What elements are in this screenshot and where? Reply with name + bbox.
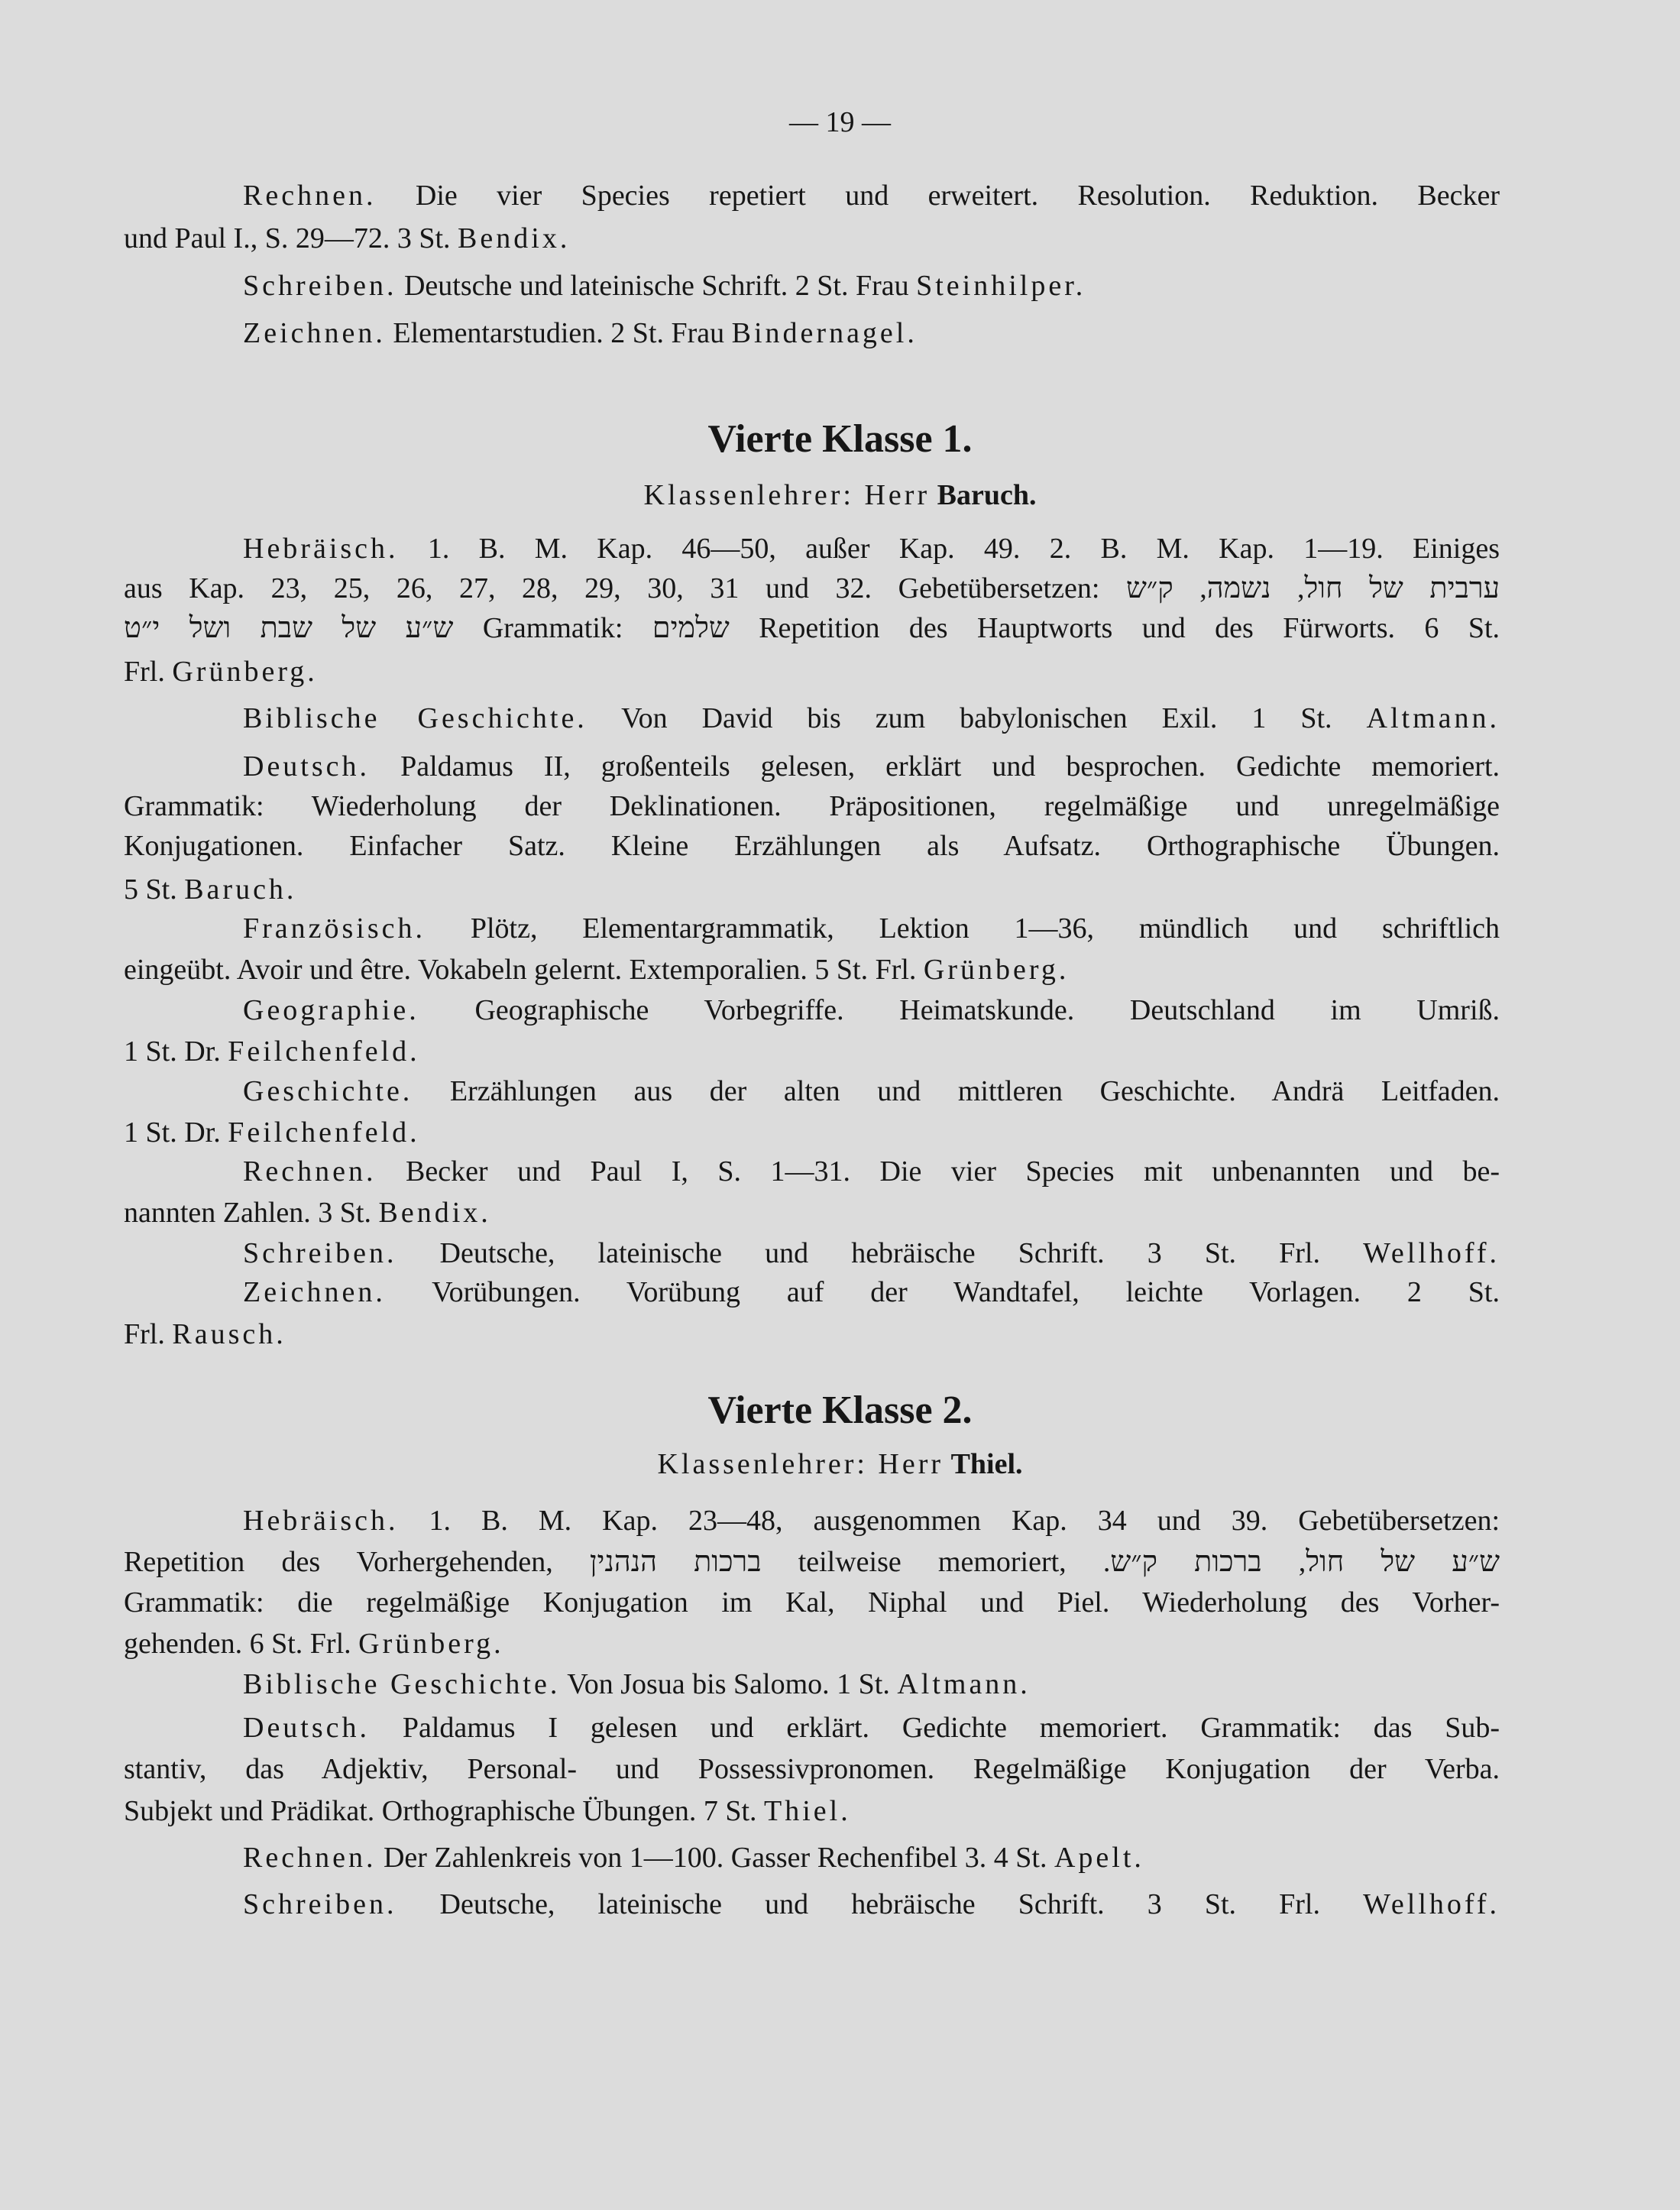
prev-rechnen-line-1: Rechnen. Die vier Species repetiert und erweitert. Resolution. Reduktion. Becker bbox=[243, 180, 1500, 212]
section-heading-vierte-klasse-2: Vierte Klasse 2. bbox=[707, 1389, 973, 1432]
vk1-schreiben-line: Schreiben. Deutsche, lateinische und hebräische Schrift. 3 St. Frl. Wellhoff. bbox=[243, 1237, 1500, 1269]
vk2-schreiben-line: Schreiben. Deutsche, lateinische und hebräische Schrift. 3 St. Frl. Wellhoff. bbox=[243, 1888, 1500, 1920]
vk1-zeichnen-line-2: Frl. Rausch. bbox=[124, 1318, 286, 1350]
teacher-name: Thiel. bbox=[764, 1795, 851, 1827]
subject-label: Deutsch. bbox=[243, 750, 371, 783]
vk1-rechnen-line-1: Rechnen. Becker und Paul I, S. 1—31. Die vier Species mit unbenannten und be- bbox=[243, 1155, 1500, 1188]
teacher-name: Apelt. bbox=[1054, 1842, 1144, 1874]
teacher-name: Rausch. bbox=[172, 1318, 286, 1350]
teacher-name: Steinhilper. bbox=[916, 270, 1086, 302]
section-heading-vierte-klasse-1: Vierte Klasse 1. bbox=[707, 417, 973, 461]
subject-label: Hebräisch. bbox=[243, 1505, 399, 1537]
vk2-bibel-line: Biblische Geschichte. Von Josua bis Salomo. 1 St. Altmann. bbox=[243, 1668, 1031, 1700]
vk1-deutsch-line-1: Deutsch. Paldamus II, großenteils gelesen, erklärt und besprochen. Gedichte memoriert. bbox=[243, 750, 1500, 783]
vk2-hebraeisch-line-4: gehenden. 6 St. Frl. Grünberg. bbox=[124, 1628, 504, 1660]
vk1-geographie-line-2: 1 St. Dr. Feilchenfeld. bbox=[124, 1035, 420, 1068]
vk1-geschichte-line-1: Geschichte. Erzählungen aus der alten und mittleren Geschichte. Andrä Leitfaden. bbox=[243, 1075, 1500, 1107]
vk1-franz-line-1: Französisch. Plötz, Elementargrammatik, Lektion 1—36, mündlich und schriftlich bbox=[243, 912, 1500, 945]
class-teacher-name: Baruch. bbox=[937, 479, 1037, 511]
subject-label: Biblische Geschichte. bbox=[243, 702, 588, 734]
subject-label: Zeichnen. bbox=[243, 317, 386, 349]
vk1-hebraeisch-line-4: Frl. Grünberg. bbox=[124, 656, 318, 688]
teacher-name: Wellhoff. bbox=[1363, 1237, 1500, 1269]
teacher-name: Grünberg. bbox=[923, 954, 1070, 986]
prev-schreiben-line: Schreiben. Deutsche und lateinische Schrift. 2 St. Frau Steinhilper. bbox=[243, 270, 1086, 302]
teacher-name: Wellhoff. bbox=[1363, 1888, 1500, 1920]
subject-label: Hebräisch. bbox=[243, 533, 399, 565]
vk1-geschichte-line-2: 1 St. Dr. Feilchenfeld. bbox=[124, 1116, 420, 1149]
class-teacher-name: Thiel. bbox=[950, 1448, 1023, 1480]
vk1-deutsch-line-2: Grammatik: Wiederholung der Deklinationen. Präpositionen, regelmäßige und unregelmäßige bbox=[124, 790, 1500, 822]
prev-zeichnen-line: Zeichnen. Elementarstudien. 2 St. Frau Bindernagel. bbox=[243, 317, 918, 349]
subject-label: Rechnen. bbox=[243, 1155, 377, 1188]
hebrew-text: ברכות הנהנין bbox=[589, 1546, 762, 1578]
vk1-hebraeisch-line-2: aus Kap. 23, 25, 26, 27, 28, 29, 30, 31 und 32. Gebetübersetzen: ערבית של חול, נשמה, ק״ש bbox=[124, 572, 1500, 604]
vk1-rechnen-line-2: nannten Zahlen. 3 St. Bendix. bbox=[124, 1197, 491, 1229]
vk2-hebraeisch-line-2: Repetition des Vorhergehenden, ברכות הנהנין teilweise memoriert, ש״ע של חול, ברכות ק״ש. bbox=[124, 1546, 1500, 1578]
vk2-deutsch-line-3: Subjekt und Prädikat. Orthographische Übungen. 7 St. Thiel. bbox=[124, 1795, 851, 1827]
teacher-name: Bendix. bbox=[458, 222, 571, 254]
hebrew-text: שלמים bbox=[652, 612, 730, 644]
vk1-deutsch-line-3: Konjugationen. Einfacher Satz. Kleine Erzählungen als Aufsatz. Orthographische Übungen. bbox=[124, 830, 1500, 862]
teacher-name: Baruch. bbox=[184, 873, 297, 906]
teacher-name: Altmann. bbox=[1366, 702, 1500, 734]
subject-label: Schreiben. bbox=[243, 270, 397, 302]
subject-label: Französisch. bbox=[243, 912, 426, 945]
hebrew-text: ש״ע של שבת ושל י״ט bbox=[124, 612, 454, 644]
subject-label: Schreiben. bbox=[243, 1888, 397, 1920]
teacher-name: Bindernagel. bbox=[731, 317, 918, 349]
vk1-bibel-line: Biblische Geschichte. Von David bis zum babylonischen Exil. 1 St. Altmann. bbox=[243, 702, 1500, 734]
vk1-hebraeisch-line-1: Hebräisch. 1. B. M. Kap. 46—50, außer Kap. 49. 2. B. M. Kap. 1—19. Einiges bbox=[243, 533, 1500, 565]
vk2-hebraeisch-line-1: Hebräisch. 1. B. M. Kap. 23—48, ausgenommen Kap. 34 und 39. Gebetübersetzen: bbox=[243, 1505, 1500, 1537]
teacher-name: Grünberg. bbox=[358, 1628, 504, 1660]
subject-label: Zeichnen. bbox=[243, 1276, 386, 1308]
subject-label: Rechnen. bbox=[243, 1842, 377, 1874]
subject-label: Schreiben. bbox=[243, 1237, 397, 1269]
vk1-zeichnen-line-1: Zeichnen. Vorübungen. Vorübung auf der Wandtafel, leichte Vorlagen. 2 St. bbox=[243, 1276, 1500, 1308]
prev-rechnen-line-2: und Paul I., S. 29—72. 3 St. Bendix. bbox=[124, 222, 571, 254]
vk1-hebraeisch-line-3: ש״ע של שבת ושל י״ט Grammatik: שלמים Repetition des Hauptworts und des Fürworts. 6 St. bbox=[124, 612, 1500, 644]
hebrew-text: ש״ע של חול, ברכות ק״ש. bbox=[1102, 1546, 1500, 1578]
teacher-name: Feilchenfeld. bbox=[228, 1116, 420, 1149]
vk2-hebraeisch-line-3: Grammatik: die regelmäßige Konjugation im Kal, Niphal und Piel. Wiederholung des Vorher- bbox=[124, 1586, 1500, 1619]
teacher-name: Feilchenfeld. bbox=[228, 1035, 420, 1068]
vk1-deutsch-line-4: 5 St. Baruch. bbox=[124, 873, 297, 906]
vk2-deutsch-line-1: Deutsch. Paldamus I gelesen und erklärt. Gedichte memoriert. Grammatik: das Sub- bbox=[243, 1712, 1500, 1744]
subject-label: Geographie. bbox=[243, 994, 419, 1026]
class-teacher-line: Klassenlehrer: Herr Baruch. bbox=[643, 479, 1037, 511]
subject-label: Rechnen. bbox=[243, 180, 377, 212]
subject-label: Deutsch. bbox=[243, 1712, 371, 1744]
vk2-deutsch-line-2: stantiv, das Adjektiv, Personal- und Possessivpronomen. Regelmäßige Konjugation der Verba. bbox=[124, 1753, 1500, 1785]
hebrew-text: ערבית של חול, נשמה, ק״ש bbox=[1126, 572, 1500, 604]
vk1-franz-line-2: eingeübt. Avoir und être. Vokabeln gelernt. Extemporalien. 5 St. Frl. Grünberg. bbox=[124, 954, 1070, 986]
vk1-geographie-line-1: Geographie. Geographische Vorbegriffe. Heimatskunde. Deutschland im Umriß. bbox=[243, 994, 1500, 1026]
teacher-name: Bendix. bbox=[378, 1197, 491, 1229]
page-number: — 19 — bbox=[789, 106, 891, 138]
teacher-name: Altmann. bbox=[897, 1668, 1031, 1700]
subject-label: Biblische Geschichte. bbox=[243, 1668, 561, 1700]
subject-label: Geschichte. bbox=[243, 1075, 413, 1107]
class-teacher-line: Klassenlehrer: Herr Thiel. bbox=[657, 1448, 1023, 1480]
vk2-rechnen-line: Rechnen. Der Zahlenkreis von 1—100. Gasser Rechenfibel 3. 4 St. Apelt. bbox=[243, 1842, 1144, 1874]
teacher-name: Grünberg. bbox=[172, 656, 318, 688]
